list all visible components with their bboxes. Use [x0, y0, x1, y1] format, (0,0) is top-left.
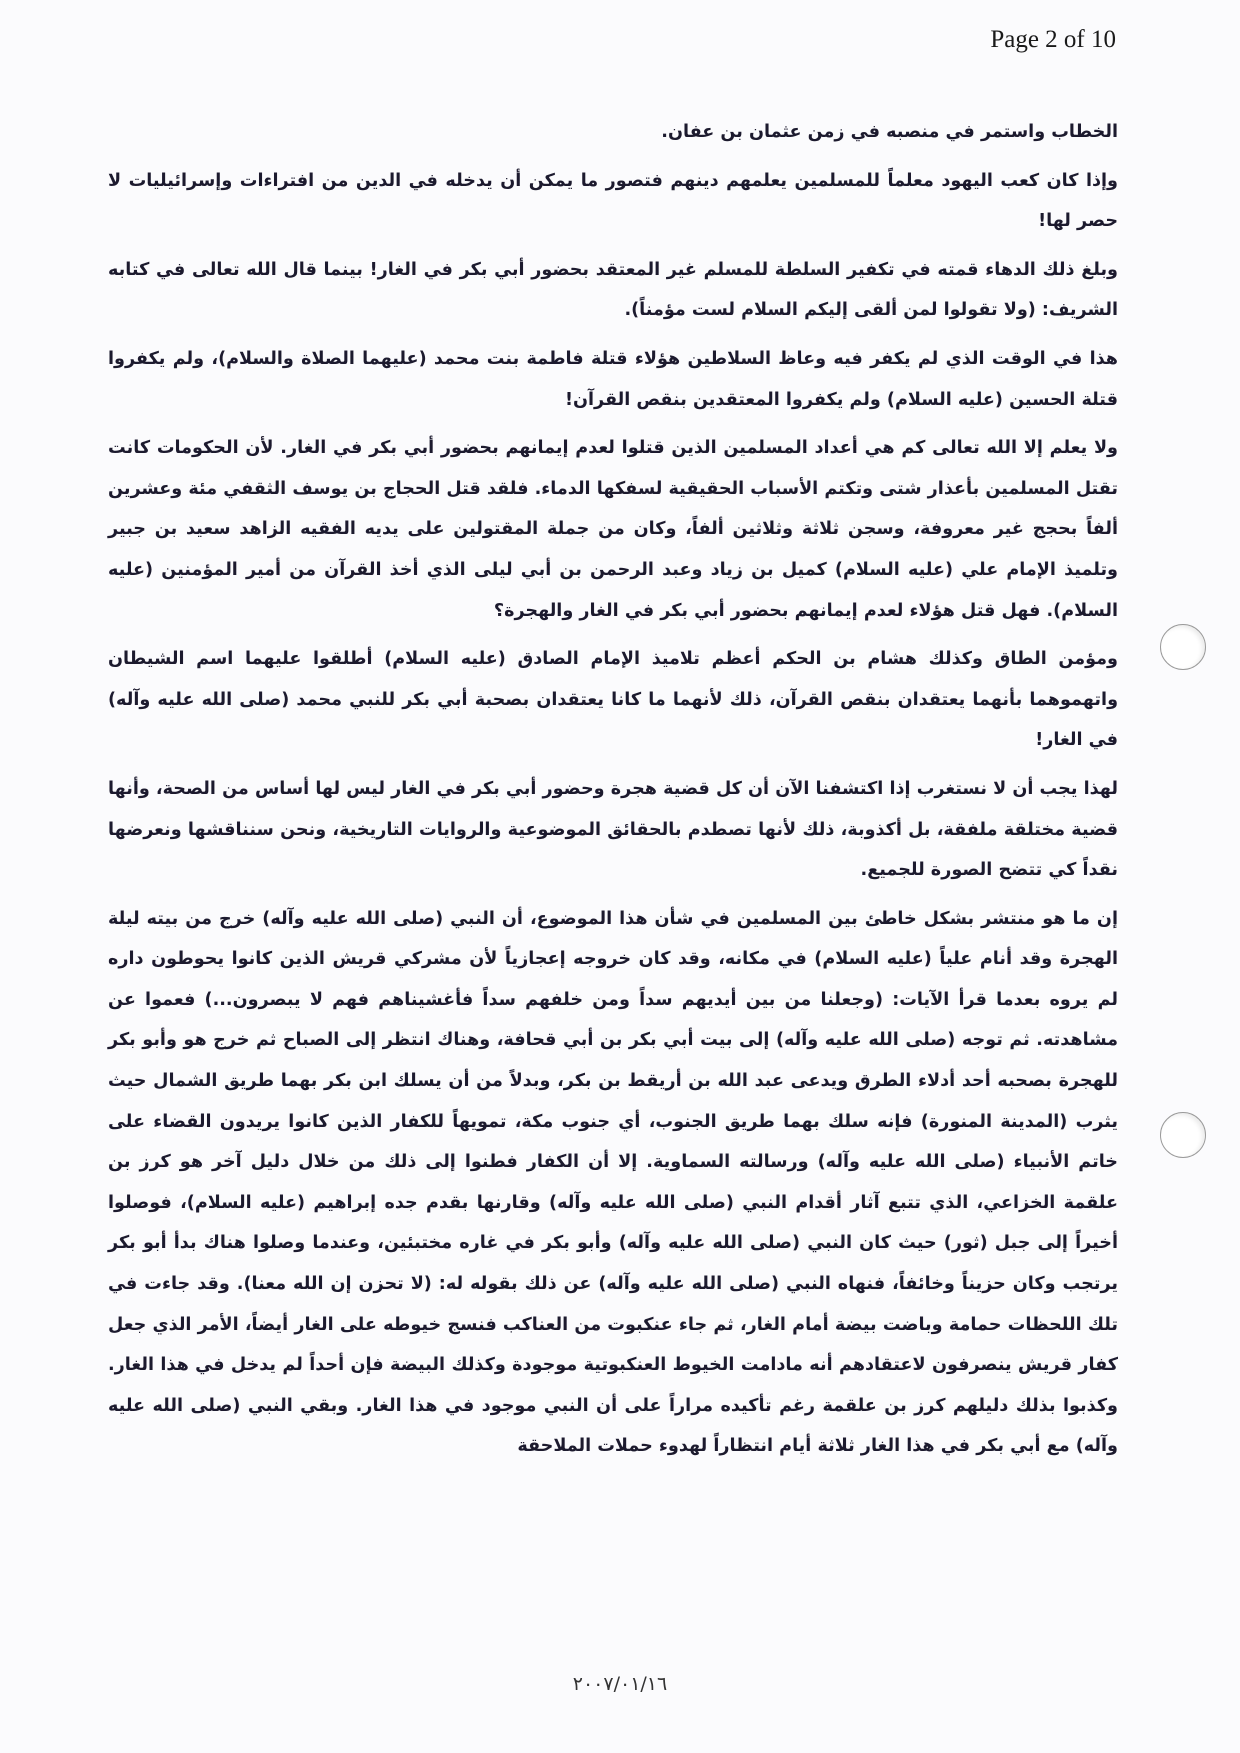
- paragraph: الخطاب واستمر في منصبه في زمن عثمان بن عفان.: [661, 122, 1118, 142]
- paragraph: وإذا كان كعب اليهود معلماً للمسلمين يعلمهم دينهم فتصور ما يمكن أن يدخله في الدين من افتراءات وإسرائيليات لا حصر لها!: [108, 170, 1118, 232]
- paragraph: ومؤمن الطاق وكذلك هشام بن الحكم أعظم تلاميذ الإمام الصادق (عليه السلام) أطلقوا عليهما اسم الشيطان واتهموهما بأنهما يعتقدان بنقص القرآن، ذلك لأنهما ما كانا يعتقدان بصحبة أبي بكر للنبي محمد (صلى الله عليه وآله) في الغار!: [108, 649, 1118, 751]
- article-body: [108, 112, 1118, 1475]
- page-number: Page 2 of 10: [990, 26, 1116, 53]
- paragraph: لهذا يجب أن لا نستغرب إذا اكتشفنا الآن أن كل قضية هجرة وحضور أبي بكر في الغار ليس لها أساس من الصحة، وأنها قضية مختلقة ملفقة، بل أكذوبة، ذلك لأنها تصطدم بالحقائق الموضوعية والروايات التاريخية، ونحن سنناقشها ونعرضها نقداً كي تتضح الصورة للجميع.: [108, 778, 1118, 881]
- footer-date: ٢٠٠٧/٠١/١٦: [572, 1673, 668, 1695]
- paragraph: ولا يعلم إلا الله تعالى كم هي أعداد المسلمين الذين قتلوا لعدم إيمانهم بحضور أبي بكر في الغار. لأن الحكومات كانت تقتل المسلمين بأعذار شتى وتكتم الأسباب الحقيقية لسفكها الدماء. فلقد قتل الحجاج بن يوسف الثقفي مئة وعشرين ألفاً بحجج غير معروفة، وسجن ثلاثة وثلاثين ألفاً، وكان من جملة المقتولين على يديه الفقيه الزاهد سعيد بن جبير وتلميذ الإمام علي (عليه السلام) كميل بن زياد وعبد الرحمن بن أبي ليلى الذي أخذ القرآن من أمير المؤمنين (عليه السلام). فهل قتل هؤلاء لعدم إيمانهم بحضور أبي بكر في الغار والهجرة؟: [108, 438, 1118, 621]
- paragraph: إن ما هو منتشر بشكل خاطئ بين المسلمين في شأن هذا الموضوع، أن النبي (صلى الله عليه وآله) خرج من بيته ليلة الهجرة وقد أنام علياً (عليه السلام) في مكانه، وقد كان خروجه إعجازياً لأن مشركي قريش الذين كانوا يحوطون داره لم يروه بعدما قرأ الآيات: (وجعلنا من بين أيديهم سداً ومن خلفهم سداً فأغشيناهم فهم لا يبصرون...) فعموا عن مشاهدته. ثم توجه (صلى الله عليه وآله) إلى بيت أبي بكر بن أبي قحافة، وهناك انتظر إلى الصباح ثم خرج هو وأبو بكر للهجرة بصحبه أحد أدلاء الطرق ويدعى عبد الله بن أريقط بن بكر، وبدلاً من أن يسلك ابن بكر بهما طريق الشمال حيث يثرب (المدينة المنورة) فإنه سلك بهما طريق الجنوب، أي جنوب مكة، تمويهاً للكفار الذين كانوا يريدون القضاء على خاتم الأنبياء (صلى الله عليه وآله) ورسالته السماوية. إلا أن الكفار فطنوا إلى ذلك من خلال دليل آخر هو كرز بن علقمة الخزاعي، الذي تتبع آثار أقدام النبي (صلى الله عليه وآله) وقارنها بقدم جده إبراهيم (عليه السلام)، فوصلوا أخيراً إلى جبل (ثور) حيث كان النبي (صلى الله عليه وآله) وأبو بكر في غاره مختبئين، وعندما وصلوا هناك بدأ أبو بكر يرتجب وكان حزيناً وخائفاً، فنهاه النبي (صلى الله عليه وآله) عن ذلك بقوله له: (لا تحزن إن الله معنا). وقد جاءت في تلك اللحظات حمامة وباضت بيضة أمام الغار، ثم جاء عنكبوت من العناكب فنسج خيوطه على الغار أيضاً، الأمر الذي جعل كفار قريش ينصرفون لاعتقادهم أنه مادامت الخيوط العنكبوتية موجودة وكذلك البيضة فإن أحداً لم يدخل في هذا الغار. وكذبوا بذلك دليلهم كرز بن علقمة رغم تأكيده مراراً على أن النبي موجود في هذا الغار. وبقي النبي (صلى الله عليه وآله) مع أبي بكر في هذا الغار ثلاثة أيام انتظاراً لهدوء حملات الملاحقة: [108, 908, 1118, 1457]
- punch-hole: [1160, 624, 1206, 670]
- paragraph: هذا في الوقت الذي لم يكفر فيه وعاظ السلاطين هؤلاء قتلة فاطمة بنت محمد (عليهما الصلاة والسلام)، ولم يكفروا قتلة الحسين (عليه السلام) ولم يكفروا المعتقدين بنقص القرآن!: [108, 348, 1118, 410]
- paragraph: وبلغ ذلك الدهاء قمته في تكفير السلطة للمسلم غير المعتقد بحضور أبي بكر في الغار! بينما قال الله تعالى في كتابه الشريف: (ولا تقولوا لمن ألقى إليكم السلام لست مؤمناً).: [108, 259, 1118, 321]
- punch-hole: [1160, 1112, 1206, 1158]
